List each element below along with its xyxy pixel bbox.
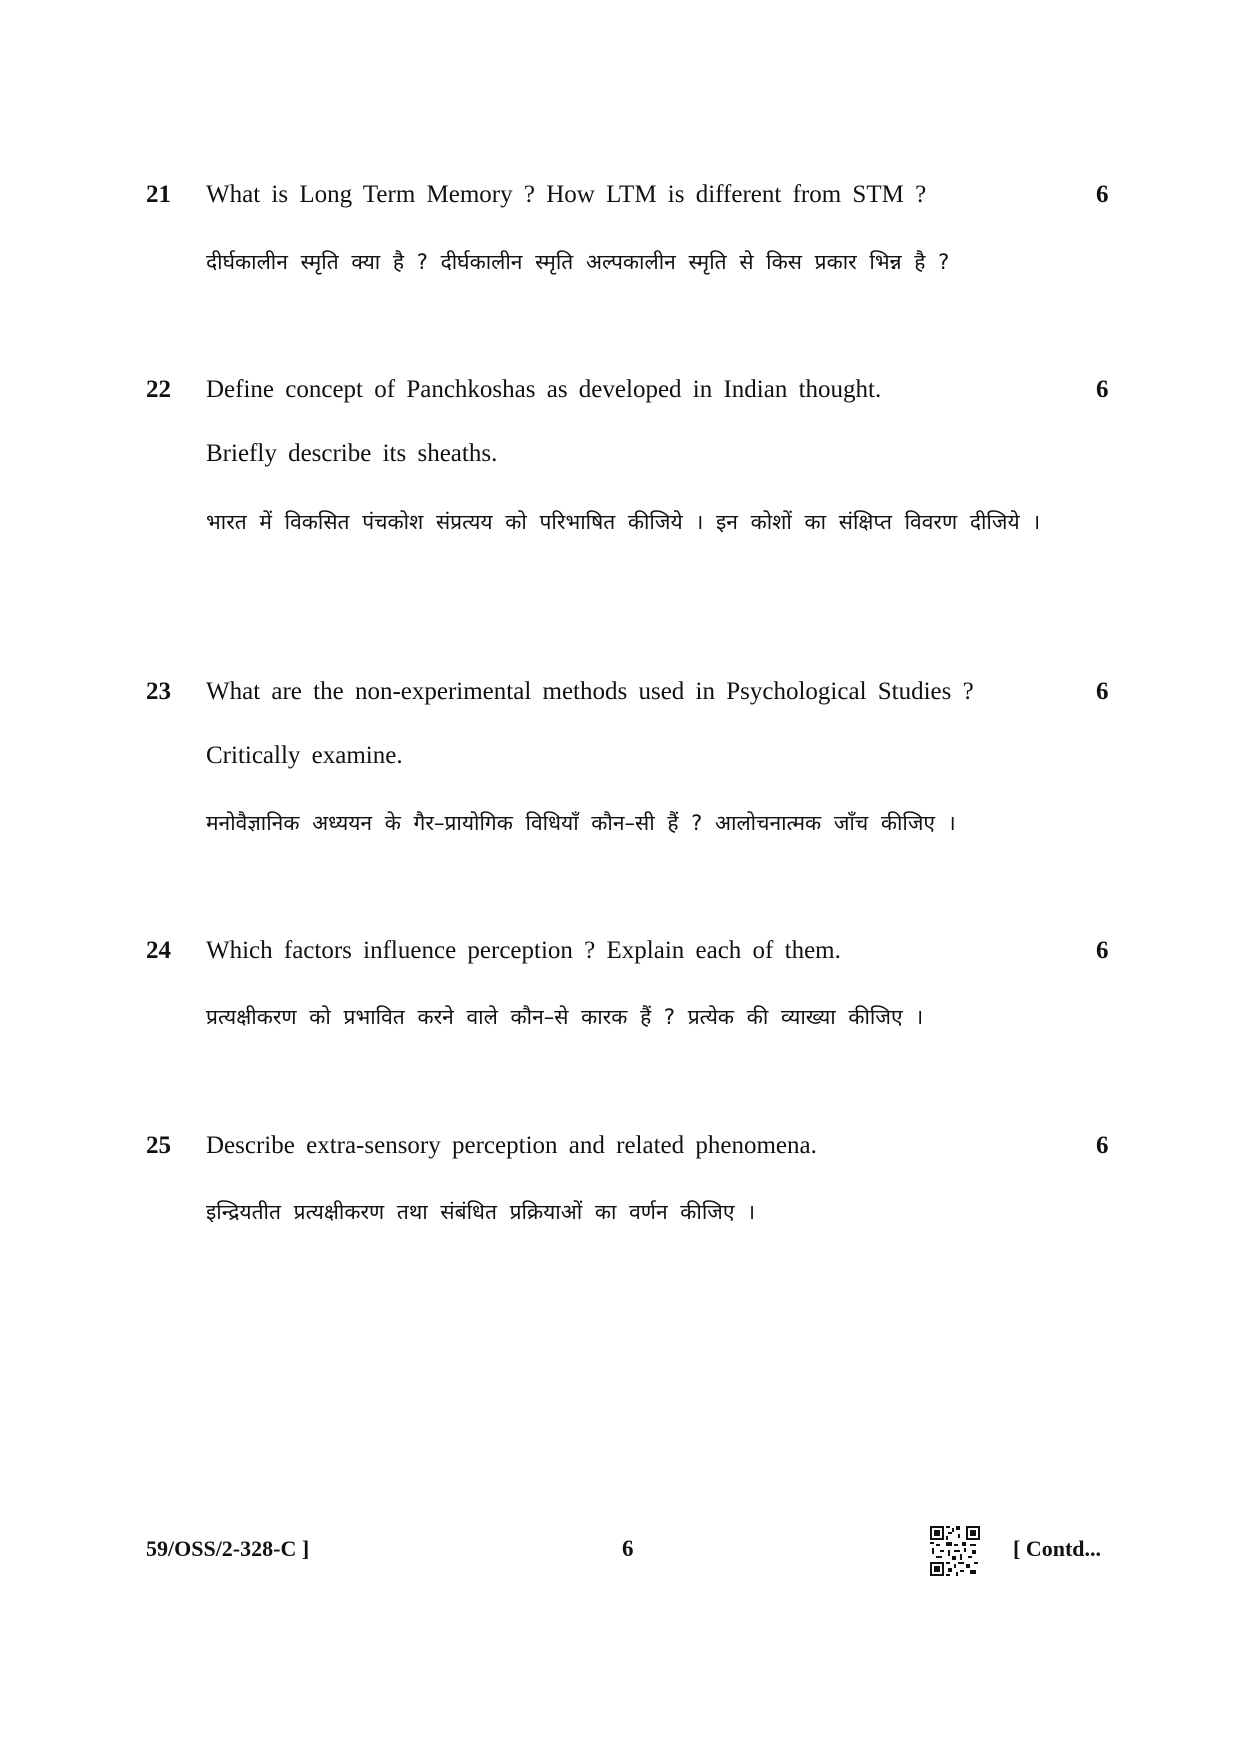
question-marks: 6 — [1096, 937, 1109, 964]
question-number: 21 — [146, 181, 171, 208]
question-text-en: Which factors influence perception ? Explain each of them. — [206, 937, 841, 964]
question-text-hi: प्रत्यक्षीकरण को प्रभावित करने वाले कौन–से कारक हैं ? प्रत्येक की व्याख्या कीजिए । — [206, 1005, 924, 1029]
question-text-hi: इन्द्रियतीत प्रत्यक्षीकरण तथा संबंधित प्रक्रियाओं का वर्णन कीजिए । — [206, 1200, 756, 1224]
page-footer — [0, 1526, 1240, 1576]
question-number: 22 — [146, 376, 171, 403]
paper-code: 59/OSS/2-328-C ] — [146, 1536, 310, 1561]
question-text-hi: मनोवैज्ञानिक अध्ययन के गैर–प्रायोगिक विधियाँ कौन–सी हैं ? आलोचनात्मक जाँच कीजिए । — [206, 811, 956, 835]
question-text-en: Define concept of Panchkoshas as developed in Indian thought. — [206, 376, 882, 403]
question-marks: 6 — [1096, 678, 1109, 705]
question-marks: 6 — [1096, 1132, 1109, 1159]
question-number: 25 — [146, 1132, 171, 1159]
question-number: 24 — [146, 937, 171, 964]
question-marks: 6 — [1096, 181, 1109, 208]
question-number: 23 — [146, 678, 171, 705]
continued-label: [ Contd... — [1013, 1536, 1102, 1561]
page-number: 6 — [622, 1536, 634, 1561]
question-marks: 6 — [1096, 376, 1109, 403]
question-text-en-line2: Briefly describe its sheaths. — [206, 440, 498, 467]
question-text-en: What is Long Term Memory ? How LTM is different from STM ? — [206, 181, 927, 208]
question-text-hi: भारत में विकसित पंचकोश संप्रत्यय को परिभाषित कीजिये । इन कोशों का संक्षिप्त विवरण दीजिये । — [206, 510, 1041, 534]
question-text-en: What are the non-experimental methods used in Psychological Studies ? — [206, 678, 974, 705]
question-text-en-line2: Critically examine. — [206, 742, 403, 769]
question-text-en: Describe extra-sensory perception and related phenomena. — [206, 1132, 817, 1159]
question-text-hi: दीर्घकालीन स्मृति क्या है ? दीर्घकालीन स्मृति अल्पकालीन स्मृति से किस प्रकार भिन्न है ? — [206, 250, 950, 274]
qr-code-icon — [930, 1526, 980, 1576]
